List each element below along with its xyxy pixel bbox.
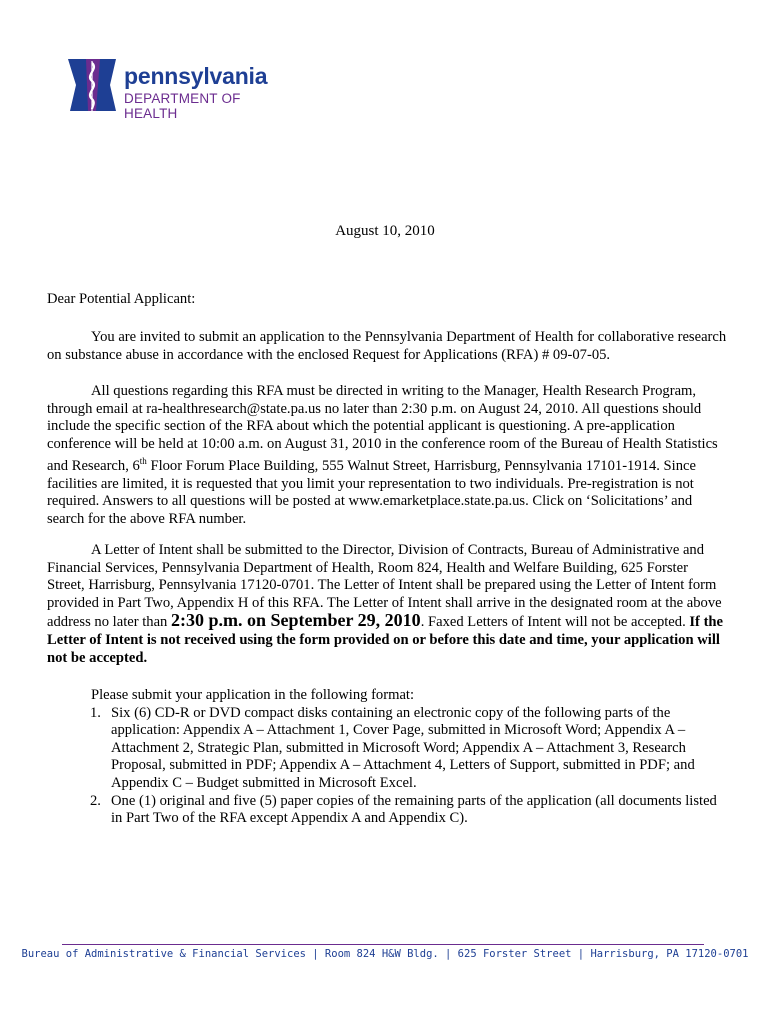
footer-divider xyxy=(62,944,704,945)
keystone-logo-icon xyxy=(66,55,118,113)
paragraph-invitation xyxy=(47,329,727,364)
submission-intro: Please submit your application in the following format: xyxy=(91,687,415,703)
paragraph-letter-of-intent xyxy=(47,542,727,667)
submission-list xyxy=(47,705,727,828)
paragraph-loi-text-a: A Letter of Intent shall be submitted to the Director, Division of Contracts, Bureau of Administrative and Financial Services, Pennsylvania Department of Health, Room 824, Health and Welfare Building, 625 Forster Street, Harrisburg, Pennsylvania 17120-0701. The Letter of Intent shall be prepared using the Letter of Intent form provided in Part Two, Appendix H of this RFA. The Letter of Intent shall arrive in the designated room at the above address no later than xyxy=(47,542,722,631)
paragraph-questions-text-b: Floor Forum Place Building, 555 Walnut Street, Harrisburg, Pennsylvania 17101-1914. Since facilities are limited, it is requested that you limit your representation to two individuals. Pre-registration is not required. Answers to all questions will be posted at www.emarketplace.state.pa.us. Click on ‘Solicitations’ and search for the above RFA number. xyxy=(47,458,696,528)
salutation: Dear Potential Applicant: xyxy=(47,291,196,307)
list-item-text: One (1) original and five (5) paper copies of the remaining parts of the application (all documents listed in Part Two of the RFA except Appendix A and Appendix C). xyxy=(111,792,717,827)
list-item-number: 1. xyxy=(90,704,101,721)
paragraph-questions xyxy=(47,383,727,529)
loi-deadline: 2:30 p.m. on September 29, 2010 xyxy=(171,610,421,631)
paragraph-loi-text-b: . Faxed Letters of Intent will not be accepted. xyxy=(420,614,690,631)
list-item-text: Six (6) CD-R or DVD compact disks containing an electronic copy of the following parts of the application: Appendix A – Attachment 1, Cover Page, submitted in Microsoft Word; Appendix A – Attachment 2, Strategic Plan, submitted in Microsoft Word; Appendix A – Attachment 3, Research Proposal, submitted in PDF; Appendix A – Attachment 4, Letters of Support, submitted in PDF; and Appendix C – Budget submitted in Microsoft Excel. xyxy=(111,704,695,791)
paragraph-invitation-text: You are invited to submit an application to the Pennsylvania Department of Health for collaborative research on substance abuse in accordance with the enclosed Request for Applications (RFA) # 09-07-05. xyxy=(47,329,727,363)
submission-format xyxy=(47,687,727,828)
ordinal-suffix: th xyxy=(139,456,147,467)
paragraph-questions-text-a: All questions regarding this RFA must be directed in writing to the Manager, Health Research Program, through email at ra-healthresearch@state.pa.us no later than 2:30 p.m. on August 24, 2010. All questions should include the specific section of the RFA about which the potential applicant is questioning. A pre-application conference will be held at 10:00 a.m. on August 31, 2010 in the conference room of the Bureau of Health Statistics and Research, 6 xyxy=(47,383,718,475)
letter-date: August 10, 2010 xyxy=(335,223,435,239)
footer-address: Bureau of Administrative & Financial Services | Room 824 H&W Bldg. | 625 Forster Street | Harrisburg, PA 17120-0701 xyxy=(21,948,749,960)
pa-health-logo xyxy=(66,55,286,121)
list-item-number: 2. xyxy=(90,792,101,809)
logo-wordmark: pennsylvania xyxy=(124,63,268,89)
list-item xyxy=(47,793,727,828)
list-item xyxy=(47,705,727,793)
loi-warning: If the Letter of Intent is not received using the form provided on or before this date and time, your application will not be accepted. xyxy=(47,614,724,666)
logo-department: DEPARTMENT OF HEALTH xyxy=(124,91,241,121)
